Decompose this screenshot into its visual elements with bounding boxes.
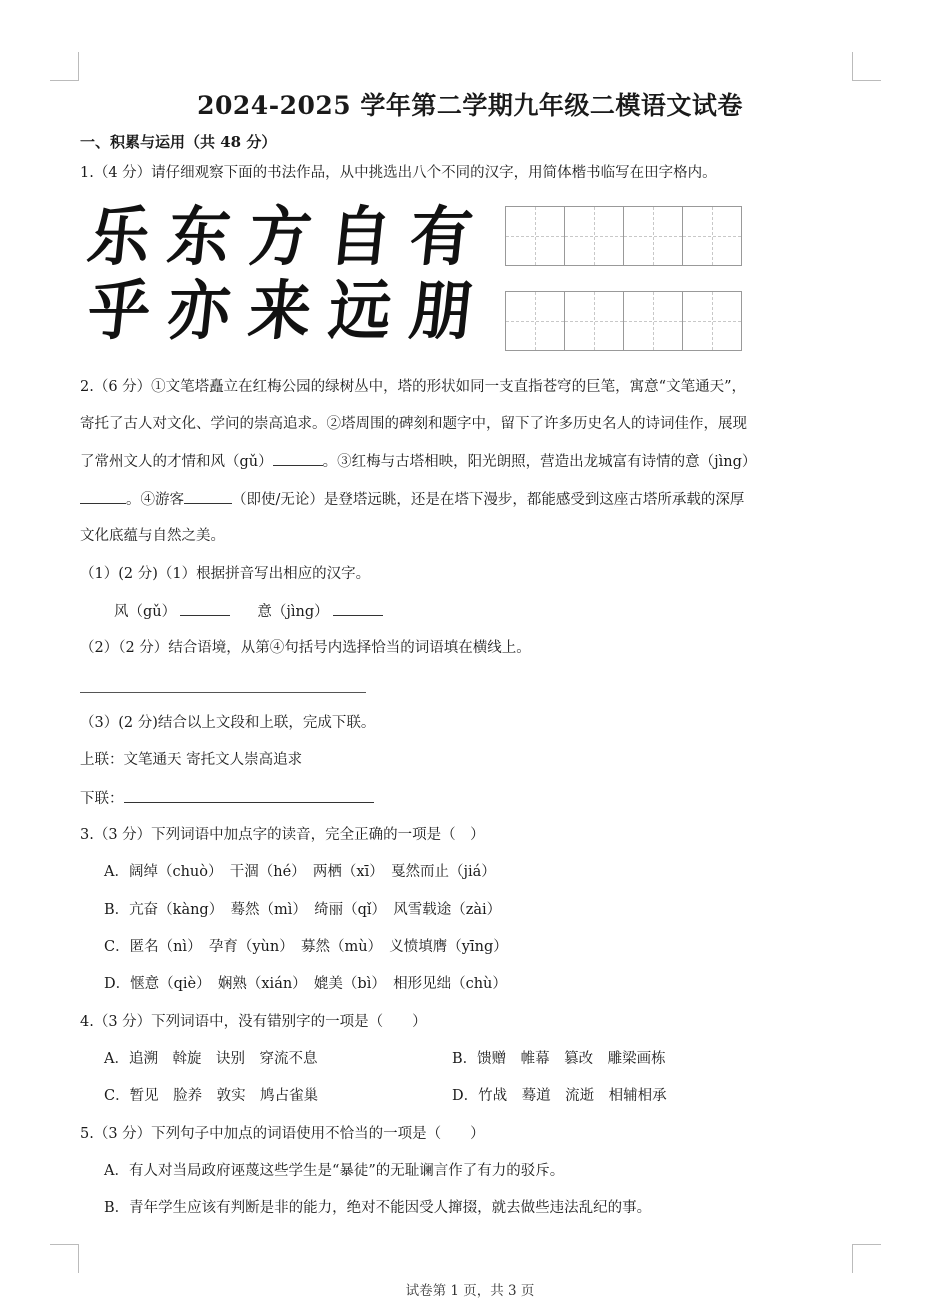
calligraphy-char: 自 <box>325 198 396 275</box>
upper-couplet: 上联：文笔通天 寄托文人崇高追求 <box>80 752 303 768</box>
calligraphy-char: 亦 <box>164 272 235 349</box>
calligraphy-char: 有 <box>406 198 476 275</box>
calligraphy-row-2 <box>84 272 476 349</box>
question-2-line-1: 2.（6 分）①文笔塔矗立在红梅公园的绿树丛中，塔的形状如同一支直指苍穹的巨笔，寓意“文笔通天”， <box>80 379 746 395</box>
question-3-option-a[interactable]: A．阔绰（chuò） 干涸（hé） 两栖（xī） 戛然而止（jiá） <box>104 864 496 880</box>
question-3-option-b[interactable]: B．亢奋（kàng） 蓦然（mì） 绮丽（qǐ） 风雪载途（zài） <box>104 902 502 918</box>
question-2-line-4 <box>80 489 744 510</box>
question-2-line-3-part-b: 。③红梅与古塔相映，阳光朗照，营造出龙城富有诗情的意（jìng） <box>322 454 757 470</box>
question-2-line-5: 文化底蕴与自然之美。 <box>80 528 225 544</box>
question-2-line-2: 寄托了古人对文化、学问的崇高追求。②塔周围的碑刻和题字中，留下了许多历史名人的诗词佳作，展现 <box>80 416 747 432</box>
tianzige-cell[interactable] <box>564 291 624 351</box>
pinyin-prompt-jing: 意（jìng） <box>257 604 329 620</box>
calligraphy-char: 来 <box>245 272 316 349</box>
answer-blank[interactable] <box>333 601 383 616</box>
calligraphy-char: 朋 <box>406 272 476 349</box>
question-5-option-b[interactable]: B．青年学生应该有判断是非的能力，绝对不能因受人撺掇，就去做些违法乱纪的事。 <box>104 1200 652 1216</box>
tianzige-cell[interactable] <box>505 291 565 351</box>
question-1-text: 1.（4 分）请仔细观察下面的书法作品，从中挑选出八个不同的汉字，用简体楷书临写在田字格内。 <box>80 165 717 181</box>
question-3-stem: 3.（3 分）下列词语中加点字的读音，完全正确的一项是（ ） <box>80 827 485 843</box>
calligraphy-char: 乎 <box>84 272 155 349</box>
question-4-stem: 4.（3 分）下列词语中，没有错别字的一项是（ ） <box>80 1014 427 1030</box>
question-2-sub-2: （2）（2 分）结合语境，从第④句括号内选择恰当的词语填在横线上。 <box>80 640 531 656</box>
question-2-line-4-part-a: 。④游客 <box>126 492 184 508</box>
tianzige-cell[interactable] <box>623 291 683 351</box>
calligraphy-row-1 <box>84 198 476 275</box>
question-2-line-3 <box>80 451 756 472</box>
answer-blank[interactable] <box>180 601 230 616</box>
calligraphy-artwork <box>84 198 476 349</box>
tianzige-cell[interactable] <box>623 206 683 266</box>
crop-mark-top-left <box>50 52 79 81</box>
calligraphy-char: 方 <box>245 198 316 275</box>
calligraphy-char: 东 <box>164 198 235 275</box>
question-4-option-a[interactable]: A．追溯 斡旋 诀别 穿流不息 <box>104 1051 318 1067</box>
crop-mark-bottom-left <box>50 1244 79 1273</box>
page-title: 2024-2025 学年第二学期九年级二模语文试卷 <box>197 91 743 120</box>
answer-blank[interactable] <box>124 788 374 803</box>
question-3-option-c[interactable]: C．匿名（nì） 孕育（yùn） 募然（mù） 义愤填膺（yīng） <box>104 939 508 955</box>
answer-blank[interactable] <box>184 489 232 504</box>
question-4-option-d[interactable]: D．竹战 蓦道 流逝 相辅相承 <box>452 1088 667 1104</box>
question-4-option-b[interactable]: B．馈赠 帷幕 篡改 雕梁画栋 <box>452 1051 666 1067</box>
crop-mark-top-right <box>852 52 881 81</box>
answer-blank[interactable] <box>80 489 126 504</box>
lower-couplet <box>80 788 374 809</box>
question-2-sub-3: （3）(2 分)结合以上文段和上联，完成下联。 <box>80 715 376 731</box>
question-5-stem: 5.（3 分）下列句子中加点的词语使用不恰当的一项是（ ） <box>80 1126 485 1142</box>
tianzige-grid-row-2 <box>505 291 741 351</box>
question-4-option-c[interactable]: C．暂见 脸养 敦实 鸠占雀巢 <box>104 1088 319 1104</box>
page-footer: 试卷第 1 页，共 3 页 <box>405 1283 535 1299</box>
calligraphy-char: 乐 <box>84 198 155 275</box>
tianzige-grid-row-1 <box>505 206 741 266</box>
question-2-line-4-part-b: （即使/无论）是登塔远眺，还是在塔下漫步，都能感受到这座古塔所承载的深厚 <box>232 492 745 508</box>
question-2-sub-1: （1）(2 分)（1）根据拼音写出相应的汉字。 <box>80 566 371 582</box>
pinyin-prompt-gu: 风（gǔ） <box>114 604 177 620</box>
calligraphy-char: 远 <box>325 272 396 349</box>
answer-line[interactable] <box>80 692 366 693</box>
section-heading: 一、积累与运用（共 48 分） <box>80 133 277 151</box>
question-3-option-d[interactable]: D．惬意（qiè） 娴熟（xián） 媲美（bì） 相形见绌（chù） <box>104 976 507 992</box>
question-2-line-3-part-a: 了常州文人的才情和风（gǔ） <box>80 454 273 470</box>
question-2-sub-1-answers <box>114 601 383 622</box>
lower-couplet-label: 下联： <box>80 791 124 807</box>
answer-blank[interactable] <box>273 451 323 466</box>
crop-mark-bottom-right <box>852 1244 881 1273</box>
question-5-option-a[interactable]: A．有人对当局政府诬蔑这些学生是“暴徒”的无耻谰言作了有力的驳斥。 <box>104 1163 565 1179</box>
tianzige-cell[interactable] <box>564 206 624 266</box>
tianzige-cell[interactable] <box>682 206 742 266</box>
tianzige-cell[interactable] <box>505 206 565 266</box>
tianzige-cell[interactable] <box>682 291 742 351</box>
